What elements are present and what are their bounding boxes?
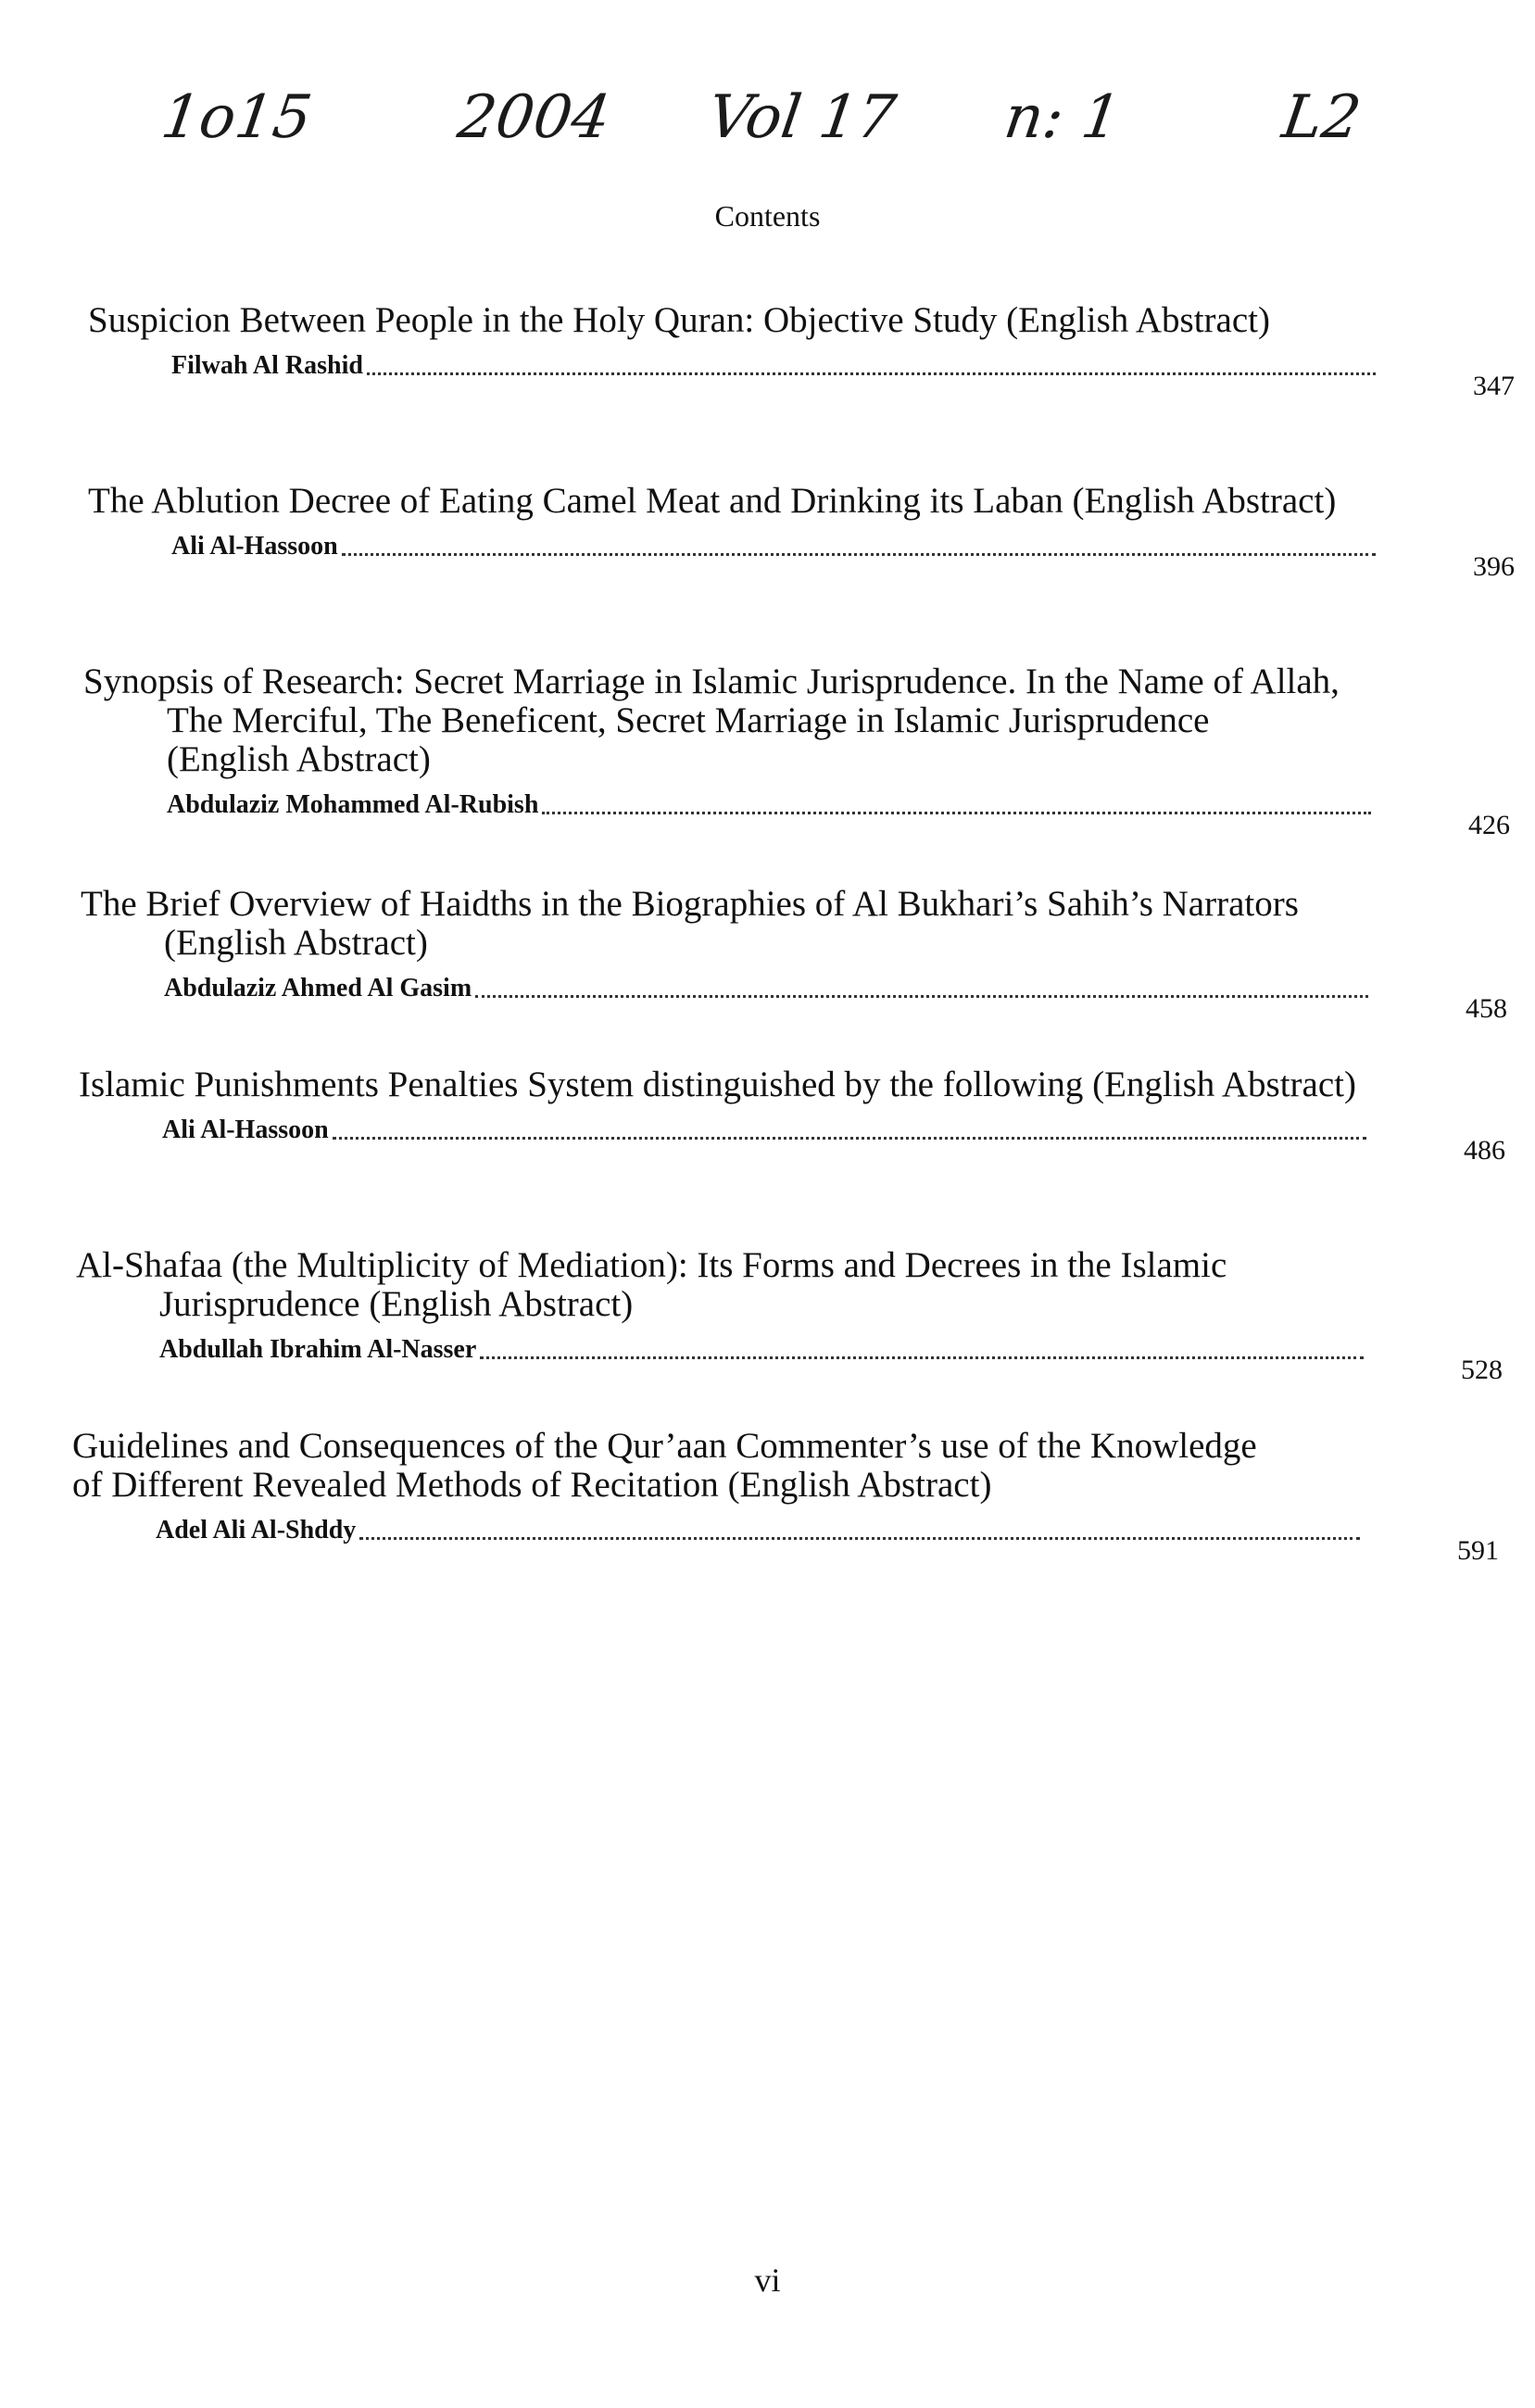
handwritten-number: n: 1 xyxy=(1000,83,1126,152)
author-line xyxy=(171,351,1515,401)
entry-title-text: The Ablution Decree of Eating Camel Meat and Drinking its Laban xyxy=(88,481,1063,521)
author-line xyxy=(171,532,1515,582)
contents-heading: Contents xyxy=(714,199,821,233)
entry-abstract-label: (English Abstract) xyxy=(727,1465,992,1505)
toc-entry xyxy=(88,300,1515,401)
entry-page-number: 396 xyxy=(1473,551,1515,582)
entry-author: Ali Al-Hassoon xyxy=(171,532,338,561)
entry-abstract-label: (English Abstract) xyxy=(167,739,431,779)
footer-page-number: vi xyxy=(754,2262,781,2299)
dot-leader xyxy=(342,552,1376,556)
entry-author: Ali Al-Hassoon xyxy=(162,1116,329,1144)
entry-author: Abdulaziz Mohammed Al-Rubish xyxy=(167,790,539,819)
dot-leader xyxy=(480,1355,1364,1359)
entry-title-text: Guidelines and Consequences of the Qur’aan Commenter’s use of the Knowledge of Different Revealed Methods of Recitation xyxy=(72,1426,1257,1505)
handwritten-year: 2004 xyxy=(453,83,615,152)
author-line xyxy=(162,1116,1505,1166)
handwritten-volume: Vol 17 xyxy=(703,83,900,152)
entry-title-text: The Brief Overview of Haidths in the Biographies of Al Bukhari’s Sahih’s Narrators xyxy=(81,884,1299,924)
entry-title xyxy=(88,301,1394,340)
entry-title xyxy=(83,662,1390,779)
entry-author: Adel Ali Al-Shddy xyxy=(156,1516,357,1544)
entry-abstract-label: (English Abstract) xyxy=(369,1284,634,1324)
entry-title xyxy=(79,1065,1385,1104)
entry-abstract-label: (English Abstract) xyxy=(164,923,428,963)
author-line xyxy=(156,1516,1499,1566)
entry-abstract-label: (English Abstract) xyxy=(1092,1065,1356,1104)
entry-title-text: Islamic Punishments Penalties System distinguished by the following xyxy=(79,1065,1084,1104)
entry-page-number: 528 xyxy=(1461,1355,1503,1385)
entry-page-number: 458 xyxy=(1466,993,1507,1024)
toc-entry xyxy=(72,1426,1499,1566)
entry-author: Abdullah Ibrahim Al-Nasser xyxy=(159,1335,477,1364)
toc-entry xyxy=(79,1065,1505,1166)
toc-entry xyxy=(76,1245,1503,1385)
entry-abstract-label: (English Abstract) xyxy=(1006,300,1270,340)
entry-author: Filwah Al Rashid xyxy=(171,351,363,380)
entry-title xyxy=(76,1246,1382,1324)
toc-entry xyxy=(81,884,1507,1024)
entry-author: Abdulaziz Ahmed Al Gasim xyxy=(164,974,472,1002)
entry-page-number: 347 xyxy=(1473,371,1515,401)
entry-title-text: Synopsis of Research: Secret Marriage in Islamic Jurisprudence. In the Name of Allah, The Merciful, The Beneficent, Secret Marriage in Islamic Jurisprudence xyxy=(83,662,1340,740)
entry-title-text: Al-Shafaa (the Multiplicity of Mediation): Its Forms and Decrees in the Islamic Jurisprudence xyxy=(76,1245,1227,1324)
toc-entry xyxy=(83,662,1510,840)
entry-abstract-label: (English Abstract) xyxy=(1072,481,1337,521)
author-line xyxy=(167,790,1510,840)
dot-leader xyxy=(333,1136,1366,1140)
entry-page-number: 486 xyxy=(1464,1135,1505,1166)
dot-leader xyxy=(475,994,1368,998)
entry-title xyxy=(88,482,1394,521)
dot-leader xyxy=(367,372,1376,375)
toc-entry xyxy=(88,481,1515,582)
dot-leader xyxy=(542,811,1371,814)
entry-title-text: Suspicion Between People in the Holy Quran: Objective Study xyxy=(88,300,998,340)
dot-leader xyxy=(359,1536,1360,1540)
entry-page-number: 426 xyxy=(1468,810,1510,840)
entry-title xyxy=(72,1427,1295,1505)
entry-page-number: 591 xyxy=(1457,1535,1499,1566)
entry-title xyxy=(81,885,1387,963)
handwritten-initials: L2 xyxy=(1277,83,1365,152)
handwritten-journal-code: 1o15 xyxy=(157,83,316,152)
author-line xyxy=(159,1335,1503,1385)
author-line xyxy=(164,974,1507,1024)
